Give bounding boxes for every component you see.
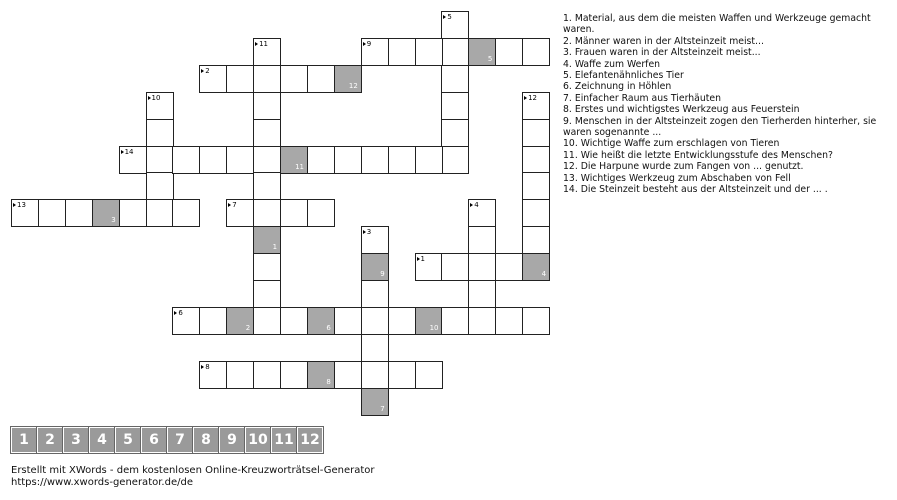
grid-cell[interactable] xyxy=(441,65,469,93)
grid-cell[interactable] xyxy=(334,361,362,389)
clue-item: 4. Waffe zum Werfen xyxy=(563,58,661,70)
clue-list xyxy=(563,13,893,196)
clue-arrow-icon xyxy=(470,203,473,207)
solution-box[interactable]: 12 xyxy=(297,427,323,453)
grid-cell[interactable] xyxy=(280,307,308,335)
solution-mark: 6 xyxy=(326,323,331,332)
solution-mark: 4 xyxy=(541,270,547,279)
grid-cell[interactable] xyxy=(199,361,227,389)
grid-cell[interactable] xyxy=(361,146,389,174)
grid-cell[interactable] xyxy=(468,253,496,281)
grid-cell[interactable] xyxy=(307,307,335,335)
solution-mark: 7 xyxy=(380,404,385,413)
grid-cell[interactable] xyxy=(280,199,308,227)
clue-number: 9 xyxy=(366,39,372,48)
solution-box[interactable]: 8 xyxy=(193,427,219,453)
grid-cell[interactable] xyxy=(253,92,281,120)
grid-cell[interactable] xyxy=(226,199,254,227)
grid-cell[interactable] xyxy=(361,307,389,335)
grid-cell[interactable] xyxy=(199,146,227,174)
clue-arrow-icon xyxy=(363,42,366,46)
clue-arrow-icon xyxy=(417,257,420,261)
solution-box[interactable]: 11 xyxy=(271,427,297,453)
solution-mark: 8 xyxy=(326,377,331,386)
solution-mark: 11 xyxy=(295,162,304,171)
grid-cell[interactable] xyxy=(253,172,281,200)
clue-item: 3. Frauen waren in der Altsteinzeit meist... xyxy=(563,47,761,59)
grid-cell[interactable] xyxy=(522,307,550,335)
grid-cell[interactable] xyxy=(172,199,200,227)
grid-cell[interactable] xyxy=(495,253,523,281)
solution-bar xyxy=(11,427,323,453)
clue-arrow-icon xyxy=(13,203,16,207)
grid-cell[interactable] xyxy=(146,146,174,174)
grid-cell[interactable] xyxy=(253,280,281,308)
clue-number: 6 xyxy=(178,308,183,317)
grid-cell[interactable] xyxy=(146,119,174,147)
grid-cell[interactable] xyxy=(280,146,308,174)
solution-box[interactable]: 6 xyxy=(141,427,167,453)
solution-box[interactable]: 10 xyxy=(245,427,271,453)
grid-cell[interactable] xyxy=(468,38,496,66)
grid-cell[interactable] xyxy=(307,199,335,227)
solution-mark: 3 xyxy=(111,216,116,225)
grid-cell[interactable] xyxy=(441,253,469,281)
grid-cell[interactable] xyxy=(388,146,416,174)
grid-cell[interactable] xyxy=(388,361,416,389)
grid-cell[interactable] xyxy=(522,226,550,254)
grid-cell[interactable] xyxy=(361,253,389,281)
grid-cell[interactable] xyxy=(119,199,147,227)
clue-item: 14. Die Steinzeit besteht aus der Altsteinzeit und der ... . xyxy=(563,184,828,196)
grid-cell[interactable] xyxy=(415,361,443,389)
clue-number: 12 xyxy=(528,93,538,102)
clue-item: 5. Elefantenähnliches Tier xyxy=(563,70,684,82)
grid-cell[interactable] xyxy=(253,361,281,389)
grid-cell[interactable] xyxy=(522,92,550,120)
solution-mark: 10 xyxy=(429,323,439,332)
solution-mark: 5 xyxy=(487,54,493,63)
clue-item: 11. Wie heißt die letzte Entwicklungsstufe des Menschen? xyxy=(563,149,833,161)
solution-box[interactable]: 4 xyxy=(89,427,115,453)
grid-cell[interactable] xyxy=(334,307,362,335)
grid-cell[interactable] xyxy=(415,253,443,281)
clue-number: 2 xyxy=(205,66,210,75)
grid-cell[interactable] xyxy=(172,307,200,335)
clue-arrow-icon xyxy=(363,230,366,234)
grid-cell[interactable] xyxy=(307,361,335,389)
grid-cell[interactable] xyxy=(522,253,550,281)
solution-mark: 2 xyxy=(245,323,251,332)
grid-cell[interactable] xyxy=(253,65,281,93)
grid-cell[interactable] xyxy=(253,199,281,227)
clue-number: 3 xyxy=(366,228,372,237)
solution-mark: 9 xyxy=(380,270,385,279)
solution-mark: 12 xyxy=(348,81,358,90)
grid-cell[interactable] xyxy=(119,146,147,174)
grid-cell[interactable] xyxy=(522,119,550,147)
clue-item: 9. Menschen in der Altsteinzeit zogen den Tierherden hinterher, sie waren sogenannte ... xyxy=(563,115,877,139)
footer xyxy=(11,465,375,489)
clue-arrow-icon xyxy=(443,15,446,19)
clue-number: 5 xyxy=(447,13,452,21)
grid-cell[interactable] xyxy=(441,11,469,39)
grid-cell[interactable] xyxy=(361,388,389,416)
solution-box[interactable]: 9 xyxy=(219,427,245,453)
grid-cell[interactable] xyxy=(280,65,308,93)
clue-item: 12. Die Harpune wurde zum Fangen von ... genutzt. xyxy=(563,161,804,173)
clue-arrow-icon xyxy=(174,311,177,315)
grid-cell[interactable] xyxy=(415,307,443,335)
clue-number: 7 xyxy=(232,201,237,210)
grid-cell[interactable] xyxy=(361,226,389,254)
grid-cell[interactable] xyxy=(146,92,174,120)
grid-cell[interactable] xyxy=(226,146,254,174)
grid-cell[interactable] xyxy=(441,119,469,147)
clue-arrow-icon xyxy=(148,96,151,100)
grid-cell[interactable] xyxy=(441,146,469,174)
grid-cell[interactable] xyxy=(415,146,443,174)
grid-cell[interactable] xyxy=(253,253,281,281)
clue-item: 13. Wichtiges Werkzeug zum Abschaben von Fell xyxy=(563,172,791,184)
clue-item: 1. Material, aus dem die meisten Waffen und Werkzeuge gemacht waren. xyxy=(563,13,871,36)
solution-box[interactable]: 7 xyxy=(167,427,193,453)
grid-cell[interactable] xyxy=(199,65,227,93)
grid-cell[interactable] xyxy=(522,146,550,174)
grid-cell[interactable] xyxy=(11,199,39,227)
grid-cell[interactable] xyxy=(226,65,254,93)
grid-cell[interactable] xyxy=(361,334,389,362)
grid-cell[interactable] xyxy=(172,146,200,174)
grid-cell[interactable] xyxy=(307,65,335,93)
clue-arrow-icon xyxy=(524,96,527,100)
grid-cell[interactable] xyxy=(253,146,281,174)
clue-number: 14 xyxy=(124,147,134,156)
grid-cell[interactable] xyxy=(441,38,469,66)
clue-item: 6. Zeichnung in Höhlen xyxy=(563,81,672,93)
footer-url[interactable]: https://www.xwords-generator.de/de xyxy=(11,477,193,488)
solution-box[interactable]: 2 xyxy=(37,427,63,453)
clue-number: 11 xyxy=(259,39,269,48)
grid-cell[interactable] xyxy=(226,361,254,389)
grid-cell[interactable] xyxy=(388,38,416,66)
grid-cell[interactable] xyxy=(441,307,469,335)
clue-item: 8. Erstes und wichtigstes Werkzeug aus Feuerstein xyxy=(563,104,800,116)
clue-arrow-icon xyxy=(201,69,204,73)
solution-box[interactable]: 1 xyxy=(11,427,37,453)
solution-box[interactable]: 5 xyxy=(115,427,141,453)
grid-cell[interactable] xyxy=(388,307,416,335)
grid-cell[interactable] xyxy=(415,38,443,66)
solution-mark: 1 xyxy=(272,243,278,252)
grid-cell[interactable] xyxy=(307,146,335,174)
clue-arrow-icon xyxy=(255,42,258,46)
clue-number: 10 xyxy=(151,93,161,102)
grid-cell[interactable] xyxy=(226,307,254,335)
grid-cell[interactable] xyxy=(522,172,550,200)
grid-cell[interactable] xyxy=(280,361,308,389)
grid-cell[interactable] xyxy=(92,199,120,227)
clue-arrow-icon xyxy=(228,203,231,207)
clue-arrow-icon xyxy=(201,365,204,369)
grid-cell[interactable] xyxy=(253,119,281,147)
grid-cell[interactable] xyxy=(334,146,362,174)
grid-cell[interactable] xyxy=(253,307,281,335)
grid-cell[interactable] xyxy=(468,226,496,254)
grid-cell[interactable] xyxy=(334,65,362,93)
solution-box[interactable]: 3 xyxy=(63,427,89,453)
grid-cell[interactable] xyxy=(468,199,496,227)
grid-cell[interactable] xyxy=(199,307,227,335)
grid-cell[interactable] xyxy=(253,226,281,254)
grid-cell[interactable] xyxy=(146,172,174,200)
grid-cell[interactable] xyxy=(468,307,496,335)
footer-credit: Erstellt mit XWords - dem kostenlosen Online-Kreuzworträtsel-Generator xyxy=(11,465,375,476)
clue-item: 10. Wichtige Waffe zum erschlagen von Tieren xyxy=(563,138,780,150)
clue-arrow-icon xyxy=(121,150,124,154)
grid-cell[interactable] xyxy=(146,199,174,227)
grid-cell[interactable] xyxy=(522,199,550,227)
clue-number: 13 xyxy=(17,201,26,210)
clue-item: 7. Einfacher Raum aus Tierhäuten xyxy=(563,92,721,104)
grid-cell[interactable] xyxy=(361,38,389,66)
clue-number: 1 xyxy=(420,255,425,264)
grid-cell[interactable] xyxy=(361,361,389,389)
grid-cell[interactable] xyxy=(441,92,469,120)
grid-cell[interactable] xyxy=(522,38,550,66)
grid-cell[interactable] xyxy=(361,280,389,308)
grid-cell[interactable] xyxy=(253,38,281,66)
grid-cell[interactable] xyxy=(65,199,93,227)
clue-item: 2. Männer waren in der Altsteinzeit meist... xyxy=(563,35,764,47)
clue-number: 4 xyxy=(474,201,479,210)
grid-cell[interactable] xyxy=(38,199,66,227)
clue-number: 8 xyxy=(205,362,210,371)
grid-cell[interactable] xyxy=(495,38,523,66)
grid-cell[interactable] xyxy=(468,280,496,308)
grid-cell[interactable] xyxy=(495,307,523,335)
